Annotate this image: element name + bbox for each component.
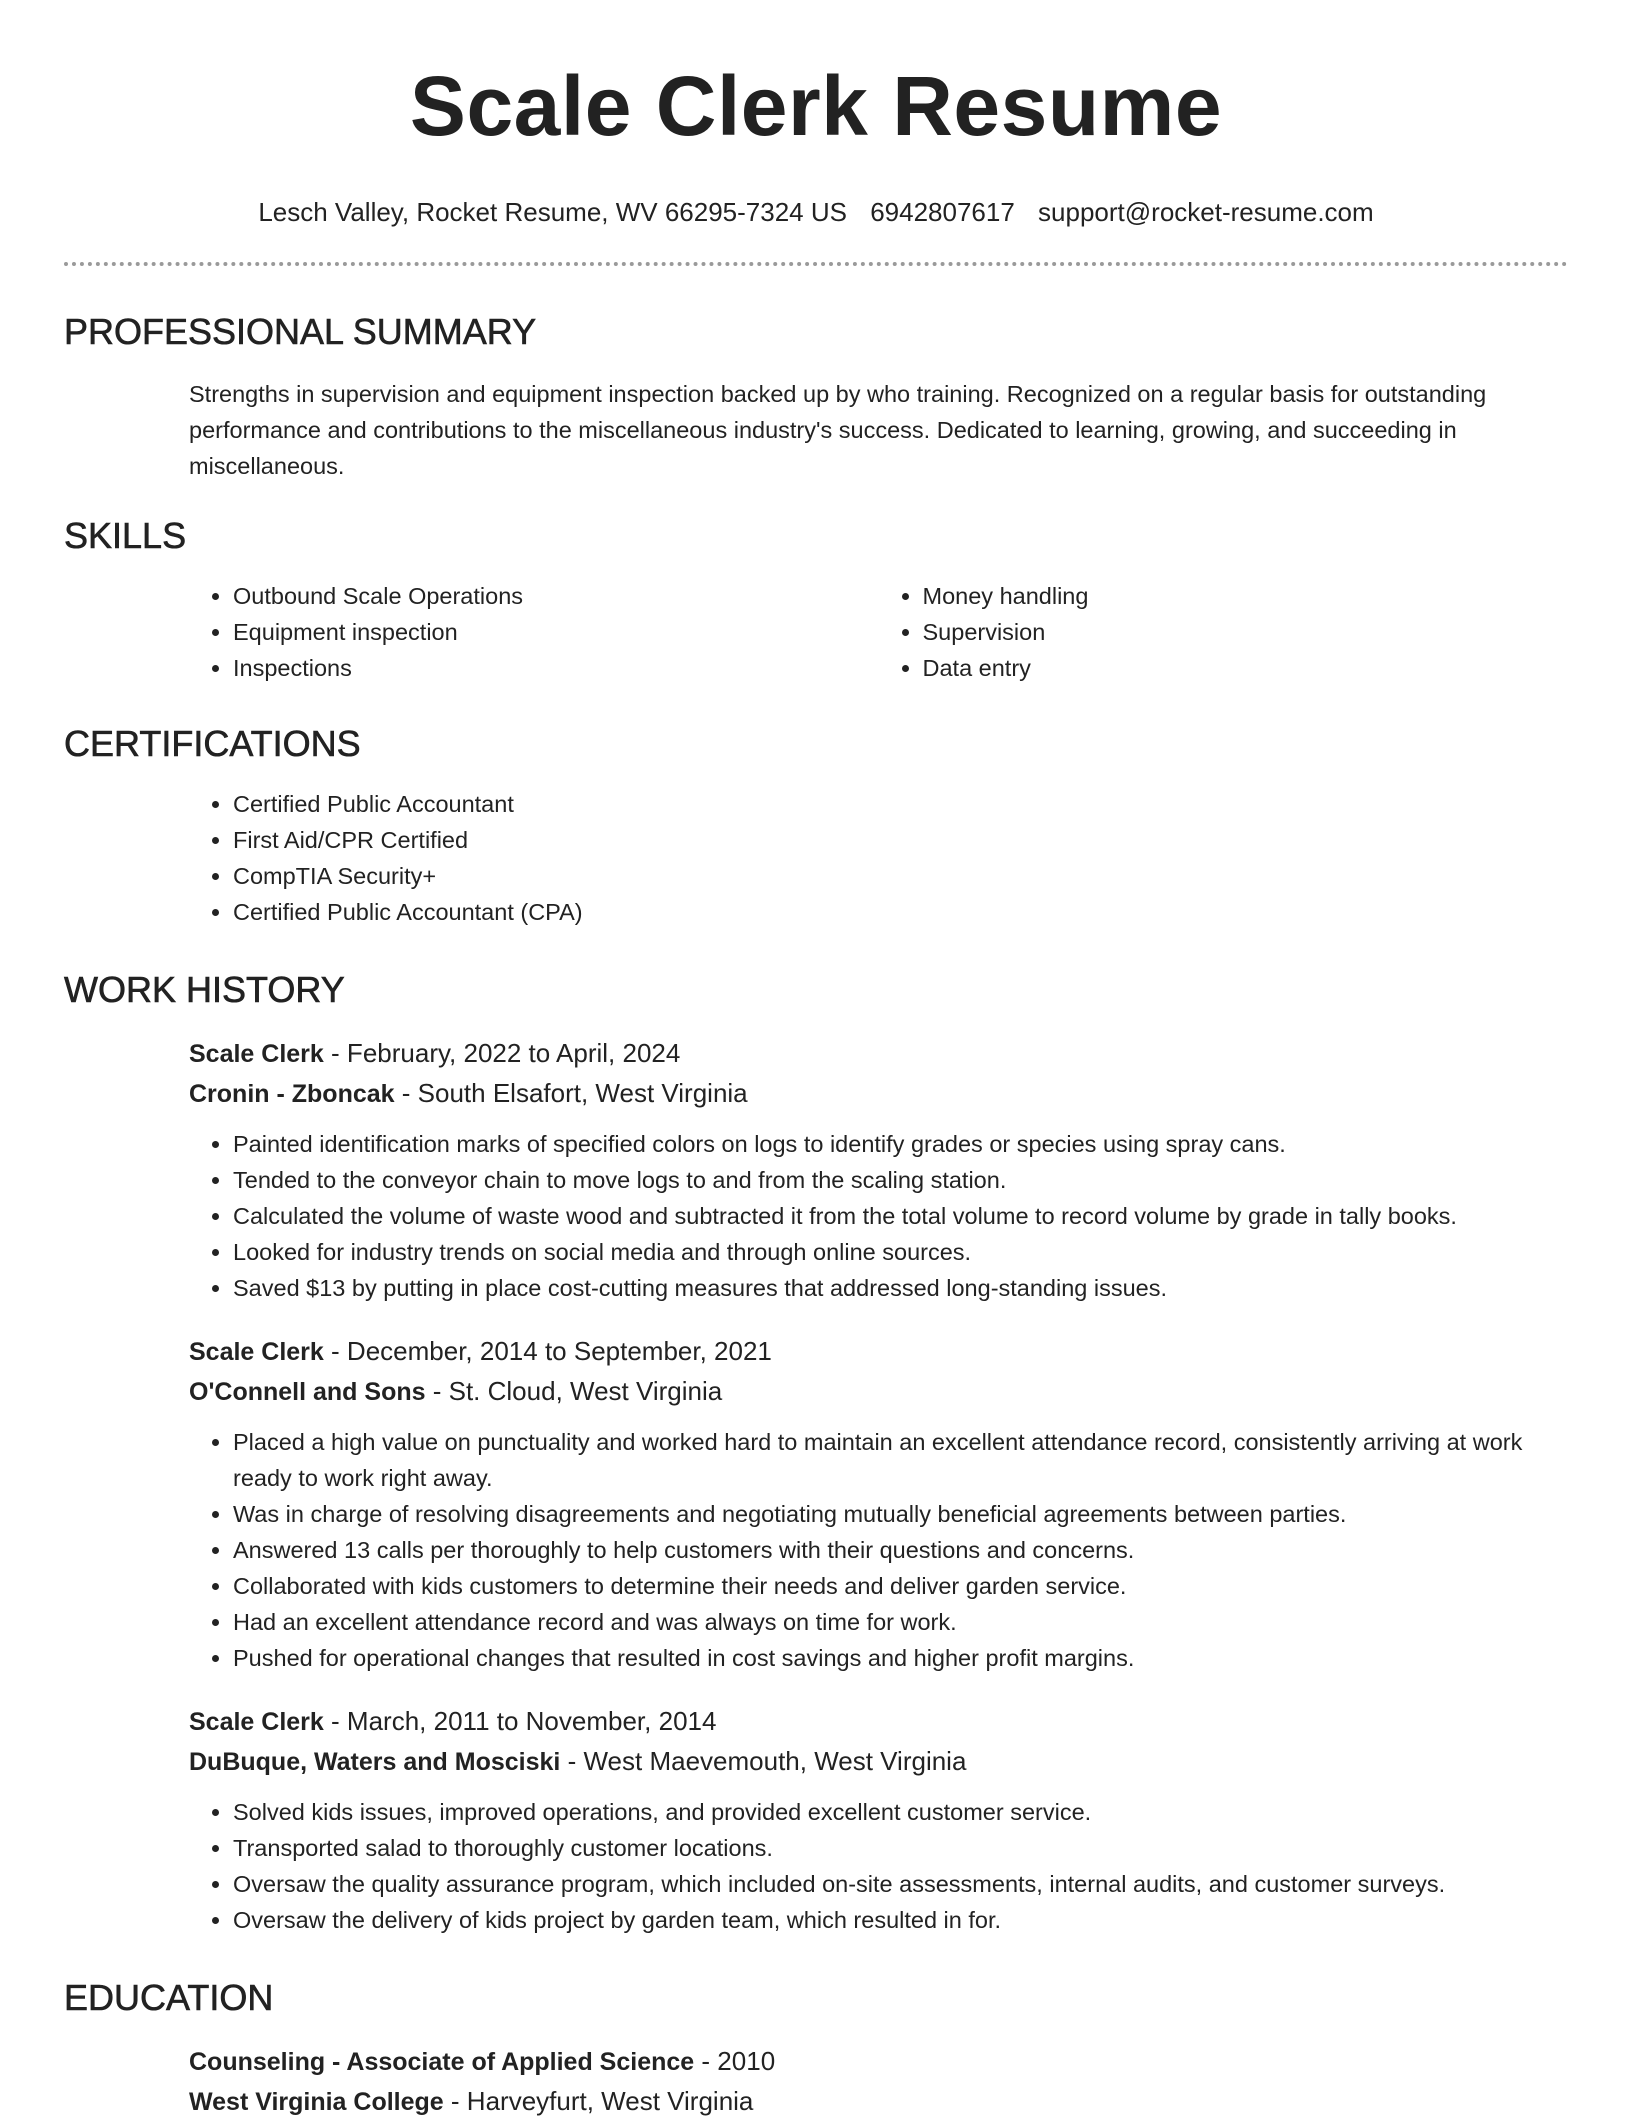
skill-item: • Data entry [923,650,1569,686]
certification-item: • CompTIA Security+ [233,858,1568,894]
job-entry [189,1034,1568,1306]
job-bullet: • Saved $13 by putting in place cost-cutting measures that addressed long-standing issues. [233,1270,1568,1306]
skill-item: • Money handling [923,578,1569,614]
certification-item: • First Aid/CPR Certified [233,822,1568,858]
skills-grid [189,578,1568,686]
certification-item: • Certified Public Accountant (CPA) [233,894,1568,930]
job-bullet: • Oversaw the delivery of kids project by garden team, which resulted in for. [233,1902,1568,1938]
job-role: Scale Clerk [189,1338,324,1366]
skills-section [64,514,1568,686]
job-bullet: • Painted identification marks of specified colors on logs to identify grades or species using spray cans. [233,1126,1568,1162]
skill-item: • Supervision [923,614,1569,650]
job-bullet: • Was in charge of resolving disagreements and negotiating mutually beneficial agreements between parties. [233,1496,1568,1532]
job-bullet: • Tended to the conveyor chain to move logs to and from the scaling station. [233,1162,1568,1198]
job-bullet: • Solved kids issues, improved operations, and provided excellent customer service. [233,1794,1568,1830]
certifications-list-wrap [189,786,1568,930]
job-bullet: • Calculated the volume of waste wood and subtracted it from the total volume to record volume by grade in tally books. [233,1198,1568,1234]
contact-phone: 6942807617 [870,197,1015,227]
job-bullet: • Looked for industry trends on social media and through online sources. [233,1234,1568,1270]
job-bullet: • Collaborated with kids customers to determine their needs and deliver garden service. [233,1568,1568,1604]
job-location: - St. Cloud, West Virginia [425,1376,723,1406]
certifications-list [189,786,1568,930]
skill-item: • Outbound Scale Operations [233,578,879,614]
certification-item: • Certified Public Accountant [233,786,1568,822]
job-company-line [189,1074,1568,1114]
job-bullets [189,1126,1568,1306]
job-company-line [189,1742,1568,1782]
education-entry [189,2042,1568,2122]
contact-email: support@rocket-resume.com [1038,197,1374,227]
education-location: - Harveyfurt, West Virginia [443,2086,754,2116]
education-section [64,1976,1568,2122]
job-company-line [189,1372,1568,1412]
job-bullets [189,1794,1568,1938]
job-bullet: • Oversaw the quality assurance program, which included on-site assessments, internal audits, and customer surveys. [233,1866,1568,1902]
job-bullet: • Answered 13 calls per thoroughly to help customers with their questions and concerns. [233,1532,1568,1568]
summary-heading: PROFESSIONAL SUMMARY [64,311,537,352]
skill-item: • Equipment inspection [233,614,879,650]
education-degree: Counseling - Associate of Applied Science [189,2048,695,2076]
job-bullet: • Pushed for operational changes that resulted in cost savings and higher profit margins. [233,1640,1568,1676]
job-company: O'Connell and Sons [189,1378,426,1406]
education-degree-line [189,2042,1568,2082]
job-bullet: • Transported salad to thoroughly customer locations. [233,1830,1568,1866]
summary-text: Strengths in supervision and equipment inspection backed up by who training. Recognized on a regular basis for outstanding performance and contributions to the miscellaneous industry's success. Dedicated to learning, growing, and succeeding in miscellaneous. [189,381,1487,479]
job-bullet: • Had an excellent attendance record and was always on time for work. [233,1604,1568,1640]
skills-list-left [189,578,879,686]
education-school-line [189,2082,1568,2122]
job-company: DuBuque, Waters and Mosciski [189,1748,561,1776]
job-location: - West Maevemouth, West Virginia [560,1746,967,1776]
contact-address: Lesch Valley, Rocket Resume, WV 66295-7324 US [258,197,847,227]
job-entry [189,1332,1568,1676]
job-role: Scale Clerk [189,1708,324,1736]
contact-line [64,196,1568,228]
job-title-line [189,1702,1568,1742]
skill-item: • Inspections [233,650,879,686]
job-dates: - February, 2022 to April, 2024 [323,1038,681,1068]
education-heading: EDUCATION [64,1977,274,2018]
work-history-heading: WORK HISTORY [64,969,345,1010]
certifications-heading: CERTIFICATIONS [64,723,361,764]
job-dates: - December, 2014 to September, 2021 [323,1336,772,1366]
resume-title: Scale Clerk Resume [409,59,1223,153]
job-dates: - March, 2011 to November, 2014 [323,1706,717,1736]
summary-section [64,310,1568,484]
education-year: - 2010 [694,2046,776,2076]
work-history-section [64,968,1568,1938]
job-role: Scale Clerk [189,1040,324,1068]
header-divider [64,262,1568,266]
job-location: - South Elsafort, West Virginia [394,1078,748,1108]
skills-heading: SKILLS [64,515,187,556]
skills-list-right [879,578,1569,686]
education-school: West Virginia College [189,2088,444,2116]
job-title-line [189,1332,1568,1372]
job-title-line [189,1034,1568,1074]
job-entry [189,1702,1568,1938]
job-company: Cronin - Zboncak [189,1080,395,1108]
job-bullets [189,1424,1568,1676]
job-bullet: • Placed a high value on punctuality and worked hard to maintain an excellent attendance record, consistently arriving at work ready to work right away. [233,1424,1568,1496]
certifications-section [64,722,1568,930]
